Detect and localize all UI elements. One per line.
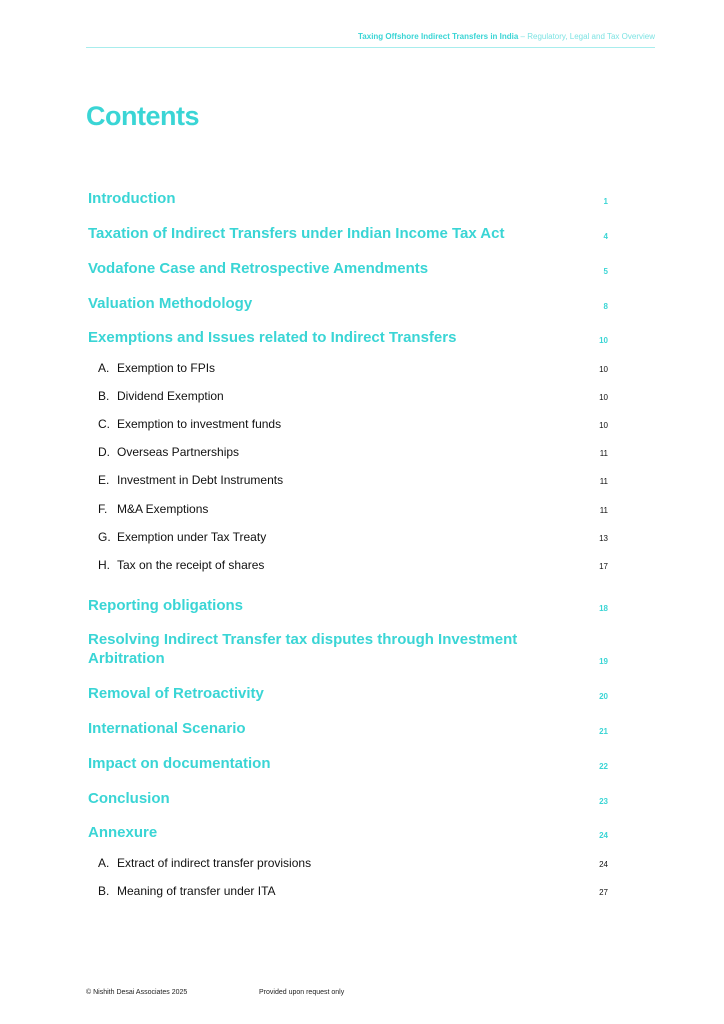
toc-subentry-label: Investment in Debt Instruments xyxy=(117,473,284,487)
toc-entry-page: 19 xyxy=(599,657,608,666)
page-title: Contents xyxy=(86,101,199,131)
toc-subentry-letter: B. xyxy=(98,389,110,403)
toc-entry-label: Taxation of Indirect Transfers under Indian Income Tax Act xyxy=(88,225,505,242)
toc-entry-page: 8 xyxy=(603,302,608,311)
toc-subentry-page: 11 xyxy=(599,449,608,458)
toc-subentry-letter: F. xyxy=(98,502,108,516)
toc-subentry-label: Tax on the receipt of shares xyxy=(117,558,265,572)
toc-subentry-letter: C. xyxy=(98,417,110,431)
toc-subentry-letter: A. xyxy=(98,856,110,870)
toc-entry-label: Annexure xyxy=(88,824,158,841)
header-subtitle: – Regulatory, Legal and Tax Overview xyxy=(518,32,655,41)
toc-subentry-letter: G. xyxy=(98,530,111,544)
toc-subentry-label: Exemption to investment funds xyxy=(117,417,282,431)
toc-entry-label: Conclusion xyxy=(88,790,170,807)
toc-entry-page: 23 xyxy=(599,797,608,806)
toc-entry-label-continued: Arbitration xyxy=(88,650,165,667)
toc-subentry-page: 13 xyxy=(599,534,608,543)
toc-subentry-page: 17 xyxy=(599,562,608,571)
toc-entry-label: Introduction xyxy=(88,190,176,207)
toc-subentry-letter: D. xyxy=(98,445,110,459)
toc-entry-page: 4 xyxy=(603,232,608,241)
toc-subentry-page: 27 xyxy=(599,888,608,897)
toc-entry-label: Vodafone Case and Retrospective Amendments xyxy=(88,260,429,277)
toc-entry-label: Impact on documentation xyxy=(88,755,271,772)
header-document-title: Taxing Offshore Indirect Transfers in India xyxy=(358,32,519,41)
toc-subentry-label: Exemption under Tax Treaty xyxy=(117,530,267,544)
toc-subentry-letter: H. xyxy=(98,558,110,572)
toc-subentry-page: 10 xyxy=(599,393,608,402)
toc-entry-page: 24 xyxy=(599,831,608,840)
footer-note: Provided upon request only xyxy=(259,989,345,996)
toc-subentry-page: 24 xyxy=(599,860,608,869)
toc-subentry-page: 10 xyxy=(599,421,608,430)
toc-entry-label: Valuation Methodology xyxy=(88,295,253,312)
toc-subentry-page: 11 xyxy=(599,477,608,486)
toc-subentry-page: 10 xyxy=(599,365,608,374)
toc-subentry-page: 11 xyxy=(599,506,608,515)
toc-subentry-label: Exemption to FPIs xyxy=(117,361,216,375)
toc-subentry-label: M&A Exemptions xyxy=(117,502,209,516)
toc-subentry-label: Dividend Exemption xyxy=(117,389,224,403)
toc-entry-label: International Scenario xyxy=(88,720,246,737)
toc-subentry-label: Extract of indirect transfer provisions xyxy=(117,856,312,870)
toc-entry-page: 22 xyxy=(599,762,608,771)
toc-subentry-label: Meaning of transfer under ITA xyxy=(117,884,276,898)
toc-subentry-label: Overseas Partnerships xyxy=(117,445,240,459)
toc-subentry-letter: B. xyxy=(98,884,110,898)
toc-entry-page: 5 xyxy=(603,267,608,276)
toc-entry-label: Resolving Indirect Transfer tax disputes through Investment xyxy=(88,631,518,648)
toc-entry-label: Reporting obligations xyxy=(88,597,243,614)
toc-entry-page: 20 xyxy=(599,692,608,701)
toc-entry-page: 21 xyxy=(599,727,608,736)
toc-entry-page: 10 xyxy=(599,336,608,345)
footer-copyright: © Nishith Desai Associates 2025 xyxy=(86,989,188,996)
toc-entry-label: Removal of Retroactivity xyxy=(88,685,264,702)
toc-entry-label: Exemptions and Issues related to Indirect Transfers xyxy=(88,329,457,346)
toc-entry-page: 1 xyxy=(603,197,608,206)
toc-subentry-letter: E. xyxy=(98,473,110,487)
toc-entry-page: 18 xyxy=(599,604,608,613)
toc-subentry-letter: A. xyxy=(98,361,110,375)
